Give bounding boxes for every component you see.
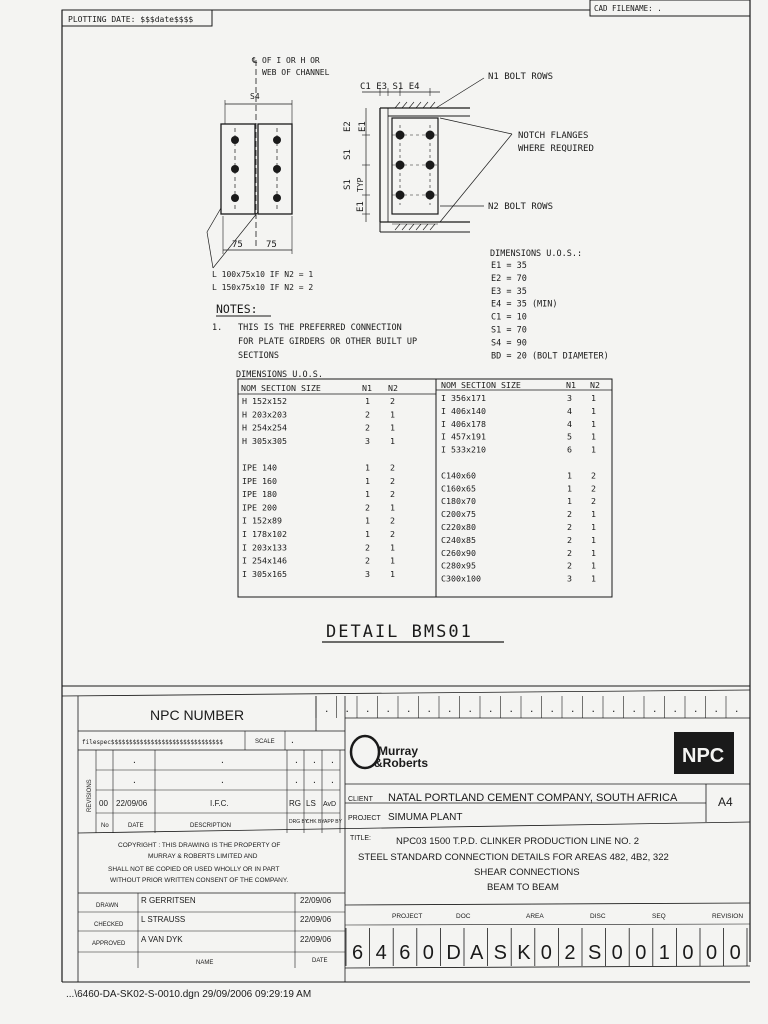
angle-note-2: L 150x75x10 IF N2 = 2: [212, 283, 314, 292]
table-cell: I 406x178: [441, 418, 486, 429]
table-cell: 2: [365, 502, 370, 513]
table-cell: 1: [591, 522, 596, 532]
table-cell: 2: [365, 422, 370, 433]
table-cell: 2: [567, 534, 572, 545]
table-row: [441, 483, 596, 493]
table-header: N2: [590, 380, 600, 390]
table-cell: 1: [390, 502, 395, 513]
dims-title: DIMENSIONS U.O.S.:: [490, 249, 583, 259]
table-cell: H 305x305: [242, 435, 287, 446]
number-digit: 0: [540, 942, 552, 964]
table-cell: 1: [591, 431, 596, 442]
checked-label: CHECKED: [94, 922, 124, 928]
svg-text:.: .: [549, 705, 555, 715]
sheet-size: A4: [718, 795, 733, 809]
table-cell: 1: [365, 489, 370, 500]
svg-text:.: .: [220, 776, 225, 785]
table-cell: 2: [567, 509, 572, 520]
table-cell: 5: [567, 431, 572, 442]
svg-text:.: .: [290, 736, 295, 745]
table-cell: H 254x254: [242, 422, 287, 433]
svg-text:.: .: [294, 776, 299, 785]
table-cell: I 203x133: [242, 542, 287, 553]
dim-e2: E2: [343, 121, 353, 132]
checked-date: 22/09/06: [300, 915, 332, 924]
table-cell: 2: [567, 560, 572, 571]
table-cell: 1: [591, 418, 596, 429]
centerline-label-1: ℄ OF I OR H OR: [252, 56, 320, 65]
table-cell: 2: [365, 542, 370, 553]
dimension-item: E4 = 35 (MIN): [491, 299, 558, 310]
table-cell: I 533x210: [441, 444, 486, 455]
notes: [212, 302, 417, 361]
title-line: STEEL STANDARD CONNECTION DETAILS FOR AREAS 482, 4B2, 322: [358, 852, 669, 863]
detail-title: DETAIL BMS01: [326, 622, 473, 642]
logo-line-2: &Roberts: [374, 756, 429, 770]
note-number: 1.: [212, 323, 223, 333]
table-cell: 1: [591, 444, 596, 455]
drawn-label: DRAWN: [96, 903, 119, 909]
table-cell: 1: [390, 409, 395, 420]
number-digit: 6: [399, 942, 411, 964]
svg-text:.: .: [590, 705, 596, 715]
svg-text:.: .: [385, 705, 391, 715]
svg-text:.: .: [132, 776, 137, 785]
table-cell: 1: [567, 496, 572, 507]
rev-no: 00: [99, 799, 108, 808]
svg-text:.: .: [330, 776, 335, 785]
table-row: [441, 470, 596, 480]
table-cell: C180x70: [441, 496, 476, 507]
svg-text:.: .: [312, 776, 317, 785]
rev-app: AvD: [323, 801, 337, 808]
table-cell: C220x80: [441, 522, 476, 532]
dim-75-right: 75: [266, 240, 277, 250]
table-row: [242, 476, 395, 486]
copyright-line: WITHOUT PRIOR WRITTEN CONSENT OF THE COMPANY.: [110, 877, 289, 884]
table-cell: 2: [365, 409, 370, 420]
note-line: THIS IS THE PREFERRED CONNECTION: [238, 323, 402, 333]
svg-text:.: .: [406, 705, 412, 715]
rev-header: CHK BY: [306, 819, 325, 825]
table-row: [441, 574, 596, 584]
svg-text:.: .: [312, 756, 317, 765]
table-row: [441, 509, 596, 519]
svg-text:.: .: [529, 705, 535, 715]
table-cell: 2: [591, 496, 596, 507]
number-header: DOC: [456, 913, 471, 920]
table-cell: IPE 140: [242, 462, 277, 473]
table-cell: I 356x171: [441, 393, 486, 403]
table-cell: IPE 160: [242, 475, 277, 486]
number-header: AREA: [526, 913, 544, 920]
table-cell: 1: [591, 405, 596, 416]
table-cell: 6: [567, 444, 572, 455]
project-label: PROJECT: [348, 815, 381, 822]
table-cell: 2: [390, 462, 395, 473]
table-row: [441, 496, 596, 506]
table-row: [441, 419, 596, 429]
svg-text:.: .: [324, 705, 330, 715]
client-name: NATAL PORTLAND CEMENT COMPANY, SOUTH AFRICA: [388, 792, 678, 804]
number-digit: 0: [611, 942, 623, 964]
svg-text:.: .: [426, 705, 432, 715]
table-cell: 1: [390, 555, 395, 566]
number-digit: 6: [352, 942, 364, 964]
table-cell: 4: [567, 405, 572, 416]
table-cell: 1: [365, 475, 370, 486]
table-row: [441, 522, 596, 532]
number-digit: 0: [729, 942, 741, 964]
table-header: NOM SECTION SIZE: [241, 383, 321, 393]
dimension-item: E1 = 35: [491, 261, 527, 271]
svg-text:.: .: [447, 705, 453, 715]
table-cell: 3: [365, 435, 370, 446]
table-cell: 2: [390, 489, 395, 500]
dimension-item: E2 = 70: [491, 273, 527, 284]
rev-description: I.F.C.: [210, 799, 229, 808]
number-header: SEQ: [652, 913, 666, 920]
table-row: [242, 516, 395, 526]
table-cell: 1: [591, 509, 596, 520]
table-cell: I 457x191: [441, 431, 486, 442]
murray-roberts-logo: [351, 736, 428, 770]
table-header: N1: [362, 383, 372, 393]
table-row: [242, 569, 395, 579]
number-header: PROJECT: [392, 913, 423, 920]
dimension-item: C1 = 10: [491, 312, 527, 323]
dimension-item: BD = 20 (BOLT DIAMETER): [491, 351, 609, 362]
client-label: CLIENT: [348, 796, 373, 803]
table-cell: 1: [591, 560, 596, 571]
table-row: [441, 535, 596, 545]
note-line: FOR PLATE GIRDERS OR OTHER BUILT UP: [238, 337, 418, 347]
table-cell: 1: [365, 462, 370, 473]
table-cell: I 152x89: [242, 515, 282, 526]
table-cell: 1: [390, 422, 395, 433]
table-row: [242, 542, 395, 552]
table-cell: 1: [365, 529, 370, 539]
rev-chk: LS: [306, 799, 316, 808]
svg-text:.: .: [365, 705, 371, 715]
rev-header: No: [101, 823, 109, 829]
dimension-item: S4 = 90: [491, 338, 527, 349]
table-cell: C260x90: [441, 547, 476, 558]
number-digit: 0: [635, 942, 647, 964]
checked-name: L STRAUSS: [141, 915, 186, 924]
bolt: [231, 165, 239, 173]
table-row: [441, 406, 596, 416]
rev-drg: RG: [289, 799, 301, 808]
table-cell: 2: [591, 470, 596, 481]
table-cell: C300x100: [441, 573, 481, 584]
table-row: [242, 409, 395, 419]
table-cell: 1: [591, 573, 596, 584]
copyright-line: COPYRIGHT : THIS DRAWING IS THE PROPERTY OF: [118, 842, 281, 849]
bolt: [273, 194, 281, 202]
table-row: [441, 561, 596, 571]
table-cell: C280x95: [441, 560, 476, 571]
rev-header: DRG BY: [289, 819, 309, 825]
svg-text:.: .: [652, 705, 658, 715]
number-digit: 0: [422, 942, 434, 964]
centerline-label-2: WEB OF CHANNEL: [262, 68, 330, 77]
table-row: [242, 489, 395, 499]
approved-name: A VAN DYK: [141, 935, 183, 944]
project-name: SIMUMA PLANT: [388, 812, 463, 823]
table-cell: 1: [390, 435, 395, 446]
number-digit: S: [588, 942, 602, 964]
rev-header: DATE: [128, 823, 144, 829]
table-cell: C140x60: [441, 470, 476, 481]
table-header: NOM SECTION SIZE: [441, 380, 521, 390]
npc-number-cells: [316, 696, 739, 718]
bolt: [273, 136, 281, 144]
dim-s1-b: S1: [343, 179, 353, 190]
beam-elevation: [343, 72, 594, 232]
table-cell: 2: [390, 475, 395, 486]
number-header: REVISION: [712, 913, 744, 920]
table-cell: I 406x140: [441, 405, 486, 416]
svg-text:.: .: [672, 705, 678, 715]
copyright-line: SHALL NOT BE COPIED OR USED WHOLLY OR IN PART: [108, 866, 280, 873]
title-block: [62, 686, 750, 982]
approved-date: 22/09/06: [300, 935, 332, 944]
number-digit: D: [446, 942, 461, 964]
svg-text:.: .: [713, 705, 719, 715]
top-dims: C1 E3 S1 E4: [360, 82, 420, 92]
table-row: [242, 529, 395, 539]
number-digit: A: [470, 942, 484, 964]
note-line: SECTIONS: [238, 351, 279, 361]
table-cell: 1: [365, 396, 370, 406]
table-cell: 2: [567, 522, 572, 532]
footer-filename: ...\6460-DA-SK02-S-0010.dgn 29/09/2006 09:29:19 AM: [66, 989, 312, 1000]
title-line: SHEAR CONNECTIONS: [474, 867, 580, 878]
number-digit: 0: [706, 942, 718, 964]
table-cell: 1: [567, 483, 572, 494]
number-digit: S: [493, 942, 507, 964]
table-cell: IPE 180: [242, 489, 277, 500]
dim-s1-a: S1: [343, 149, 353, 160]
table-title: DIMENSIONS U.O.S.: [236, 370, 323, 380]
title-line: BEAM TO BEAM: [487, 882, 559, 893]
number-digit: 2: [564, 942, 576, 964]
title-label: TITLE:: [350, 835, 372, 842]
table-row: [441, 432, 596, 442]
bolt: [273, 165, 281, 173]
table-cell: IPE 200: [242, 502, 277, 513]
rev-date: 22/09/06: [116, 799, 148, 808]
drawing-number: [346, 913, 747, 966]
table-cell: 1: [591, 393, 596, 403]
table-cell: 2: [567, 547, 572, 558]
dim-75-left: 75: [232, 240, 243, 250]
table-row: [441, 393, 596, 403]
table-cell: 1: [390, 568, 395, 579]
dimensions-list: [490, 249, 609, 361]
table-row: [441, 445, 596, 455]
plotting-date: PLOTTING DATE: $$$date$$$$: [68, 15, 194, 24]
table-cell: 2: [390, 515, 395, 526]
revisions-label: REVISIONS: [87, 779, 93, 812]
table-cell: 3: [567, 393, 572, 403]
rev-header: APP BY: [324, 819, 342, 825]
number-digit: 0: [682, 942, 694, 964]
svg-text:.: .: [132, 756, 137, 765]
table-cell: 1: [365, 515, 370, 526]
dim-e1-bottom: E1: [356, 201, 366, 212]
copyright-line: MURRAY & ROBERTS LIMITED AND: [148, 853, 258, 860]
table-cell: I 305x165: [242, 568, 287, 579]
scale-label: SCALE: [255, 739, 275, 745]
table-row: [242, 502, 395, 512]
date-label: DATE: [312, 958, 328, 964]
table-cell: C160x65: [441, 483, 476, 494]
n2-bolt-rows: N2 BOLT ROWS: [488, 202, 554, 212]
npc-number-label: NPC NUMBER: [150, 707, 245, 723]
table-cell: C200x75: [441, 509, 476, 520]
table-cell: 2: [591, 483, 596, 494]
number-digit: K: [517, 942, 531, 964]
svg-text:.: .: [508, 705, 514, 715]
svg-text:.: .: [631, 705, 637, 715]
table-row: [242, 423, 395, 433]
filespec: filespec$$$$$$$$$$$$$$$$$$$$$$$$$$$$$$$: [82, 739, 223, 746]
table-row: [242, 463, 395, 473]
table-cell: 3: [567, 573, 572, 584]
notes-heading: NOTES:: [216, 302, 258, 316]
table-header: N1: [566, 380, 576, 390]
dimension-item: E3 = 35: [491, 286, 527, 297]
svg-text:.: .: [220, 756, 225, 765]
number-digit: 1: [658, 942, 670, 964]
table-cell: I 254x146: [242, 555, 287, 566]
npc-logo: NPC: [682, 745, 725, 767]
section-table: [236, 370, 612, 597]
svg-text:.: .: [294, 756, 299, 765]
svg-text:.: .: [734, 705, 740, 715]
drawn-date: 22/09/06: [300, 896, 332, 905]
number-header: DISC: [590, 913, 606, 920]
title-line: NPC03 1500 T.P.D. CLINKER PRODUCTION LINE NO. 2: [396, 836, 640, 847]
angle-note-1: L 100x75x10 IF N2 = 1: [212, 270, 314, 279]
table-cell: 1: [390, 542, 395, 553]
svg-text:.: .: [330, 756, 335, 765]
table-cell: 1: [567, 470, 572, 481]
svg-text:.: .: [488, 705, 494, 715]
table-row: [242, 556, 395, 566]
name-label: NAME: [196, 960, 214, 966]
table-cell: 2: [390, 396, 395, 406]
table-cell: 1: [591, 534, 596, 545]
dim-e1-top: E1: [358, 121, 368, 132]
table-cell: 2: [365, 555, 370, 566]
rev-header: DESCRIPTION: [190, 823, 232, 829]
svg-text:.: .: [467, 705, 473, 715]
svg-text:.: .: [693, 705, 699, 715]
bolt: [231, 136, 239, 144]
number-digit: 4: [375, 942, 387, 964]
table-row: [242, 436, 395, 446]
table-cell: C240x85: [441, 534, 476, 545]
table-header: N2: [388, 383, 398, 393]
table-cell: 4: [567, 418, 572, 429]
table-frame: [238, 379, 612, 597]
table-cell: 2: [390, 529, 395, 539]
approved-label: APPROVED: [92, 941, 126, 947]
table-cell: H 203x203: [242, 409, 287, 420]
dim-typ: TYP: [356, 177, 365, 192]
dim-s4: S4: [250, 92, 260, 101]
svg-text:.: .: [570, 705, 576, 715]
table-row: [441, 548, 596, 558]
cleat-elevation: [207, 56, 330, 292]
bolt: [231, 194, 239, 202]
notch-flanges-1: NOTCH FLANGES: [518, 131, 589, 141]
n1-bolt-rows: N1 BOLT ROWS: [488, 72, 554, 82]
table-cell: 3: [365, 568, 370, 579]
dimension-item: S1 = 70: [491, 325, 527, 336]
cad-filename: CAD FILENAME: .: [594, 4, 662, 13]
table-cell: I 178x102: [242, 529, 287, 539]
svg-text:.: .: [611, 705, 617, 715]
notch-flanges-2: WHERE REQUIRED: [518, 144, 594, 154]
logo-line-1: Murray: [378, 744, 419, 758]
table-row: [242, 396, 395, 406]
drawn-name: R GERRITSEN: [141, 896, 196, 905]
table-cell: H 152x152: [242, 396, 287, 406]
table-cell: 1: [591, 547, 596, 558]
svg-text:.: .: [344, 705, 350, 715]
